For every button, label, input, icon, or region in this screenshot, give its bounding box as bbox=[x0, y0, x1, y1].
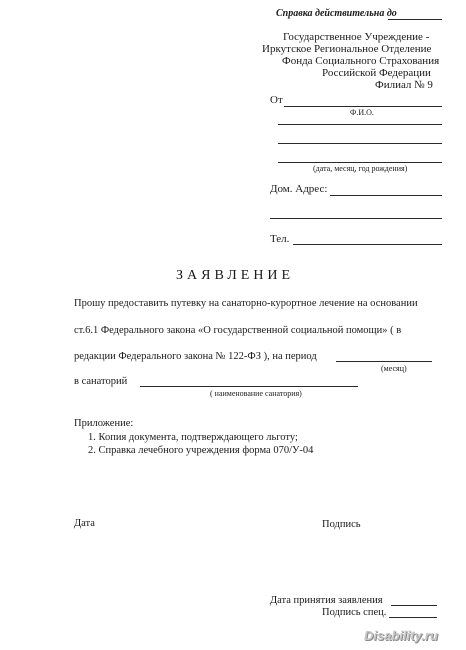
addressee-line-4: Российской Федерации bbox=[322, 67, 431, 79]
list-item: 1. Копия документа, подтверждающего льготу; bbox=[88, 432, 298, 443]
sanatorium-caption: ( наименование санатория) bbox=[210, 389, 302, 398]
watermark-logo: Disability.ru bbox=[364, 628, 438, 643]
addressee-line-3: Фонда Социального Страхования bbox=[282, 55, 440, 67]
list-item: 2. Справка лечебного учреждения форма 070/У-04 bbox=[88, 445, 314, 456]
phone-label: Тел. bbox=[270, 233, 290, 245]
address-line-1[interactable] bbox=[330, 195, 442, 196]
body-line-3: редакции Федерального закона № 122-ФЗ ), на период bbox=[74, 351, 317, 362]
accept-date-line[interactable] bbox=[391, 605, 437, 606]
validity-label: Справка действительна до bbox=[276, 8, 397, 19]
period-line[interactable] bbox=[336, 361, 432, 362]
date-label: Дата bbox=[74, 518, 95, 529]
phone-line[interactable] bbox=[293, 244, 442, 245]
body-line-2: ст.6.1 Федерального закона «О государственной социальной помощи» ( в bbox=[74, 325, 402, 336]
specialist-signature-line[interactable] bbox=[389, 617, 437, 618]
document-title: ЗАЯВЛЕНИЕ bbox=[176, 268, 295, 283]
addressee-line-5: Филиал № 9 bbox=[375, 79, 433, 91]
month-caption: (месяц) bbox=[381, 364, 407, 373]
birth-date-line[interactable] bbox=[278, 162, 442, 163]
fio-line[interactable] bbox=[284, 106, 442, 107]
fio-line-2[interactable] bbox=[278, 124, 442, 125]
address-line-2[interactable] bbox=[270, 218, 442, 219]
fio-line-3[interactable] bbox=[278, 143, 442, 144]
body-line-1: Прошу предоставить путевку на санаторно-курортное лечение на основании bbox=[74, 298, 418, 309]
addressee-line-2: Иркутское Региональное Отделение bbox=[262, 43, 432, 55]
accept-date-label: Дата принятия заявления bbox=[270, 595, 383, 606]
attachments-heading: Приложение: bbox=[74, 418, 134, 429]
fio-caption: Ф.И.О. bbox=[350, 108, 374, 117]
signature-label: Подпись bbox=[322, 519, 361, 530]
validity-date-line[interactable] bbox=[388, 19, 442, 20]
from-label: От bbox=[270, 94, 283, 106]
address-label: Дом. Адрес: bbox=[270, 183, 328, 195]
birth-caption: (дата, месяц, год рождения) bbox=[313, 164, 408, 173]
sanatorium-line[interactable] bbox=[140, 386, 358, 387]
body-line-4: в санаторий bbox=[74, 376, 128, 387]
specialist-signature-label: Подпись спец. bbox=[322, 607, 387, 618]
addressee-line-1: Государственное Учреждение - bbox=[283, 31, 430, 43]
